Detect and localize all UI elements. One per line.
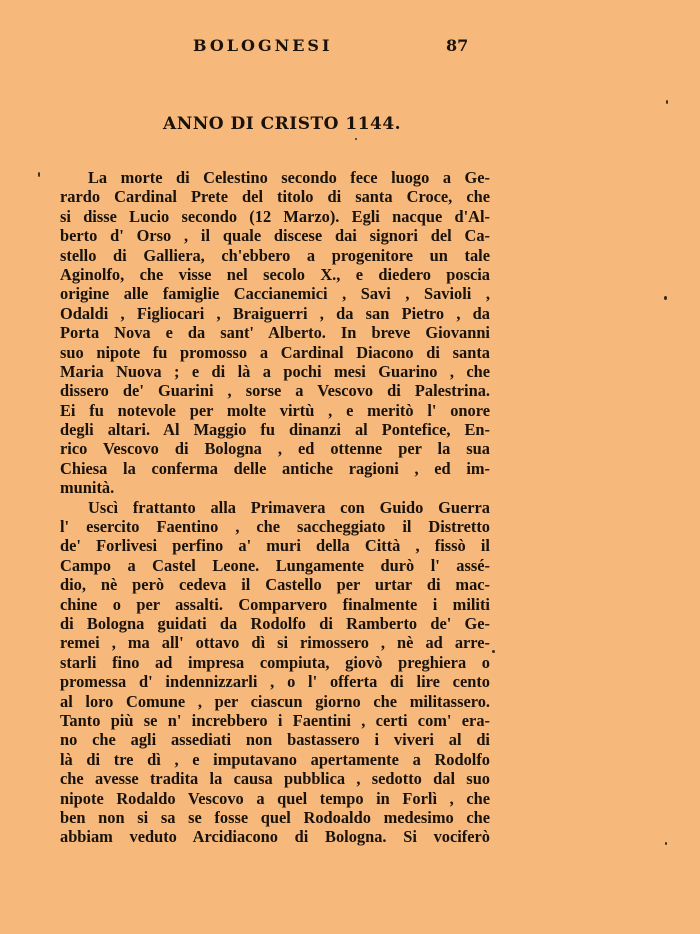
text-line: munità. — [60, 478, 115, 498]
text-line: starli fino ad impresa compiuta, giovò preghiera o — [60, 652, 490, 672]
text-line: degli altari. Al Maggio fu dinanzi al Pontefice, En- — [60, 420, 490, 440]
ink-speck — [492, 650, 495, 653]
text-line: l' esercito Faentino , che saccheggiato il Distretto — [60, 517, 490, 537]
text-line: origine alle famiglie Caccianemici , Savi , Savioli , — [60, 284, 490, 304]
text-line: remei , ma all' ottavo dì si rimossero , nè ad arre- — [60, 633, 490, 653]
text-line: nipote Rodaldo Vescovo a quel tempo in Forlì , che — [60, 788, 490, 808]
text-line: chine o per assalti. Comparvero finalmente i militi — [60, 594, 490, 614]
text-line: di Bologna guidati da Rodolfo di Ramberto de' Ge- — [60, 613, 490, 633]
text-line: Aginolfo, che visse nel secolo X., e diedero poscia — [60, 264, 490, 284]
text-line: si disse Lucio secondo (12 Marzo). Egli nacque d'Al- — [60, 206, 490, 226]
text-line: Chiesa la conferma delle antiche ragioni , ed im- — [60, 458, 490, 478]
ink-speck — [355, 138, 357, 140]
text-line: no che agli assediati non bastassero i viveri al di — [60, 730, 490, 750]
text-line: berto d' Orso , il quale discese dai signori del Ca- — [60, 226, 490, 246]
text-line: de' Forlivesi perfino a' muri della Città , fissò il — [60, 536, 490, 556]
text-line: suo nipote fu promosso a Cardinal Diacono di santa — [60, 342, 490, 362]
ink-speck — [38, 172, 40, 177]
text-line: Odaldi , Figliocari , Braiguerri , da san Pietro , da — [60, 303, 490, 323]
text-line: abbiam veduto Arcidiacono di Bologna. Si vociferò — [60, 827, 490, 847]
ink-speck — [665, 842, 667, 845]
text-line: ben non si sa se fosse quel Rodoaldo medesimo che — [60, 807, 490, 827]
text-line: che avesse tradita la causa pubblica , sedotto dal suo — [60, 769, 490, 789]
text-line: Porta Nova e da sant' Alberto. In breve Giovanni — [60, 323, 490, 343]
page-number: 87 — [446, 36, 469, 55]
text-line: Uscì frattanto alla Primavera con Guido Guerra — [88, 497, 490, 517]
body-text — [60, 168, 490, 847]
text-line: La morte di Celestino secondo fece luogo a Ge- — [88, 168, 490, 187]
text-line: Ei fu notevole per molte virtù , e meritò l' onore — [60, 400, 490, 420]
text-line: Tanto più se n' increbbero i Faentini , certi com' era- — [60, 710, 490, 730]
text-line: stello di Galliera, ch'ebbero a progenitore un tale — [60, 245, 490, 265]
text-line: Maria Nuova ; e di là a pochi mesi Guarino , che — [60, 361, 490, 381]
section-heading: ANNO DI CRISTO 1144. — [163, 114, 402, 134]
text-line: dio, nè però cedeva il Castello per urtar di mac- — [60, 575, 490, 595]
text-line: promessa d' indennizzarli , o l' offerta di lire cento — [60, 672, 490, 692]
ink-speck — [666, 100, 668, 104]
running-title: BOLOGNESI — [193, 36, 333, 55]
text-line: là di tre dì , e imputavano apertamente a Rodolfo — [60, 749, 490, 769]
text-line: al loro Comune , per ciascun giorno che militassero. — [60, 691, 490, 711]
text-line: Campo a Castel Leone. Lungamente durò l' assé- — [60, 555, 490, 575]
text-line: dissero de' Guarini , sorse a Vescovo di Palestrina. — [60, 381, 490, 401]
text-line: rardo Cardinal Prete del titolo di santa Croce, che — [60, 187, 490, 207]
ink-speck — [664, 296, 667, 300]
text-line: rico Vescovo di Bologna , ed ottenne per la sua — [60, 439, 490, 459]
